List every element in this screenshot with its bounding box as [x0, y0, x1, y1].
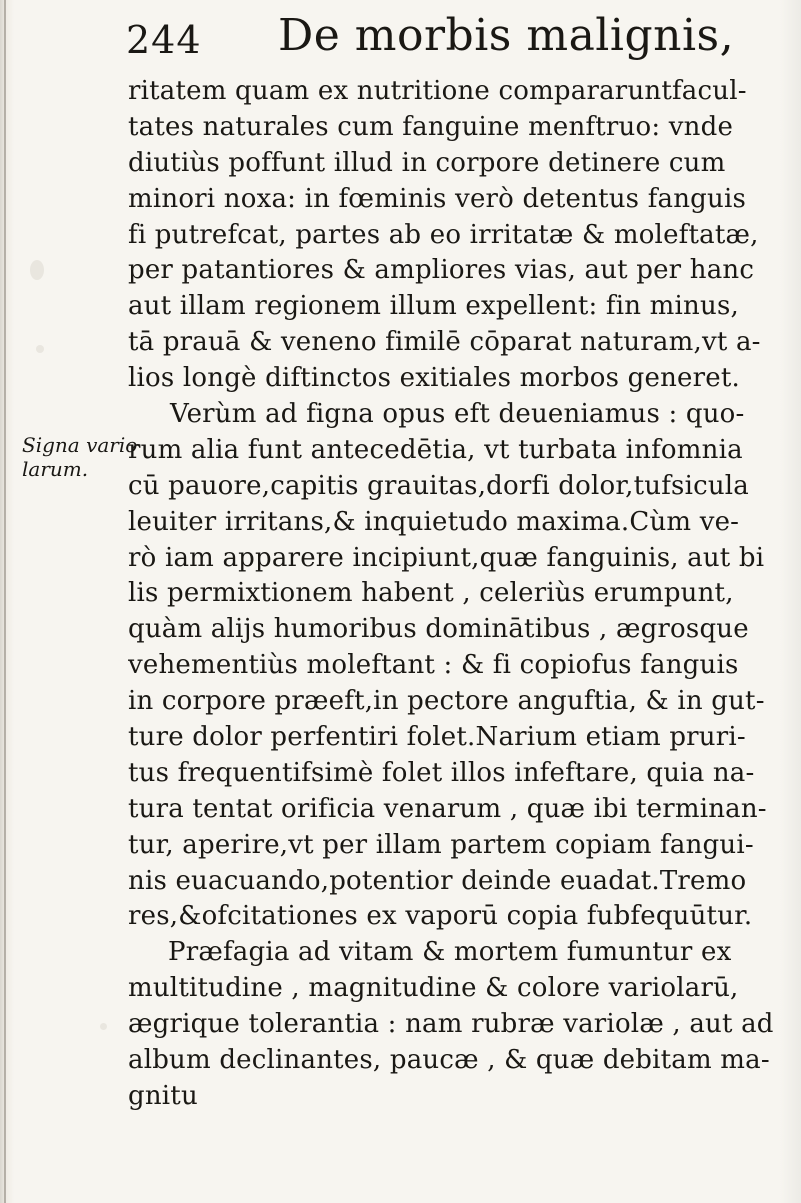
text-line: leuiter irritans,& inquietudo maxima.Cùm ve-	[128, 506, 740, 537]
text-line: res,&ofcitationes ex vaporū copia fubfequūtur.	[128, 901, 753, 932]
text-line: multitudine , magnitudine & colore variolarū,	[128, 973, 739, 1004]
text-line: in corpore præeft,in pectore anguftia, & in gut-	[128, 686, 765, 717]
ink-smudge	[36, 345, 44, 353]
margin-note-line: larum.	[22, 457, 89, 481]
text-line: ægrique tolerantia : nam rubræ variolæ , aut ad	[128, 1009, 774, 1040]
text-line: tā prauā & veneno fimilē cōparat naturam,vt a-	[128, 327, 761, 358]
text-line: lios longè diftinctos exitiales morbos generet.	[128, 363, 740, 394]
page-header	[126, 8, 786, 68]
margin-note	[22, 433, 138, 481]
text-line: fi putrefcat, partes ab eo irritatæ & moleftatæ,	[128, 219, 759, 250]
running-title: De morbis malignis,	[278, 10, 735, 61]
text-line: per patantiores & ampliores vias, aut per hanc	[128, 255, 755, 286]
binding-edge	[4, 0, 6, 1203]
text-line: quàm alijs humoribus dominātibus , ægrosque	[128, 614, 749, 645]
text-line: nis euacuando,potentior deinde euadat.Tremo	[128, 865, 747, 896]
text-line: ture dolor perfentiri folet.Narium etiam pruri-	[128, 722, 746, 753]
text-line: tur, aperire,vt per illam partem copiam fangui-	[128, 829, 754, 860]
text-line: tus frequentifsimè folet illos infeftare, quia na-	[128, 757, 755, 788]
text-line: rò iam apparere incipiunt,quæ fanguinis, aut bi	[128, 542, 765, 573]
text-line: lis permixtionem habent , celeriùs erumpunt,	[128, 578, 734, 609]
text-line: minori noxa: in fœminis verò detentus fanguis	[128, 183, 747, 214]
text-line: tura tentat orificia venarum , quæ ibi terminan-	[128, 793, 767, 824]
text-line: rum alia funt antecedētia, vt turbata infomnia	[128, 434, 743, 465]
text-line: tates naturales cum fanguine menftruo: vnde	[128, 111, 734, 142]
text-line: vehementiùs moleftant : & fi copiofus fanguis	[128, 650, 739, 681]
margin-note-line: Signa vario	[22, 433, 138, 457]
text-line: album declinantes, paucæ , & quæ debitam ma-	[128, 1045, 770, 1076]
text-line: Præfagia ad vitam & mortem fumuntur ex	[168, 937, 732, 968]
ink-smudge	[100, 1023, 107, 1030]
text-line: ritatem quam ex nutritione compararuntfacul-	[128, 76, 747, 106]
text-line: aut illam regionem illum expellent: fin minus,	[128, 291, 739, 322]
text-line: cū pauore,capitis grauitas,dorfi dolor,tufsicula	[128, 470, 750, 501]
text-line: gnitu	[128, 1080, 198, 1111]
body-text	[128, 74, 793, 1115]
ink-smudge	[30, 260, 44, 280]
text-line: diutiùs poffunt illud in corpore detinere cum	[128, 147, 726, 178]
text-line: Verùm ad figna opus eft deueniamus : quo-	[170, 399, 745, 430]
page-number: 244	[126, 18, 202, 62]
